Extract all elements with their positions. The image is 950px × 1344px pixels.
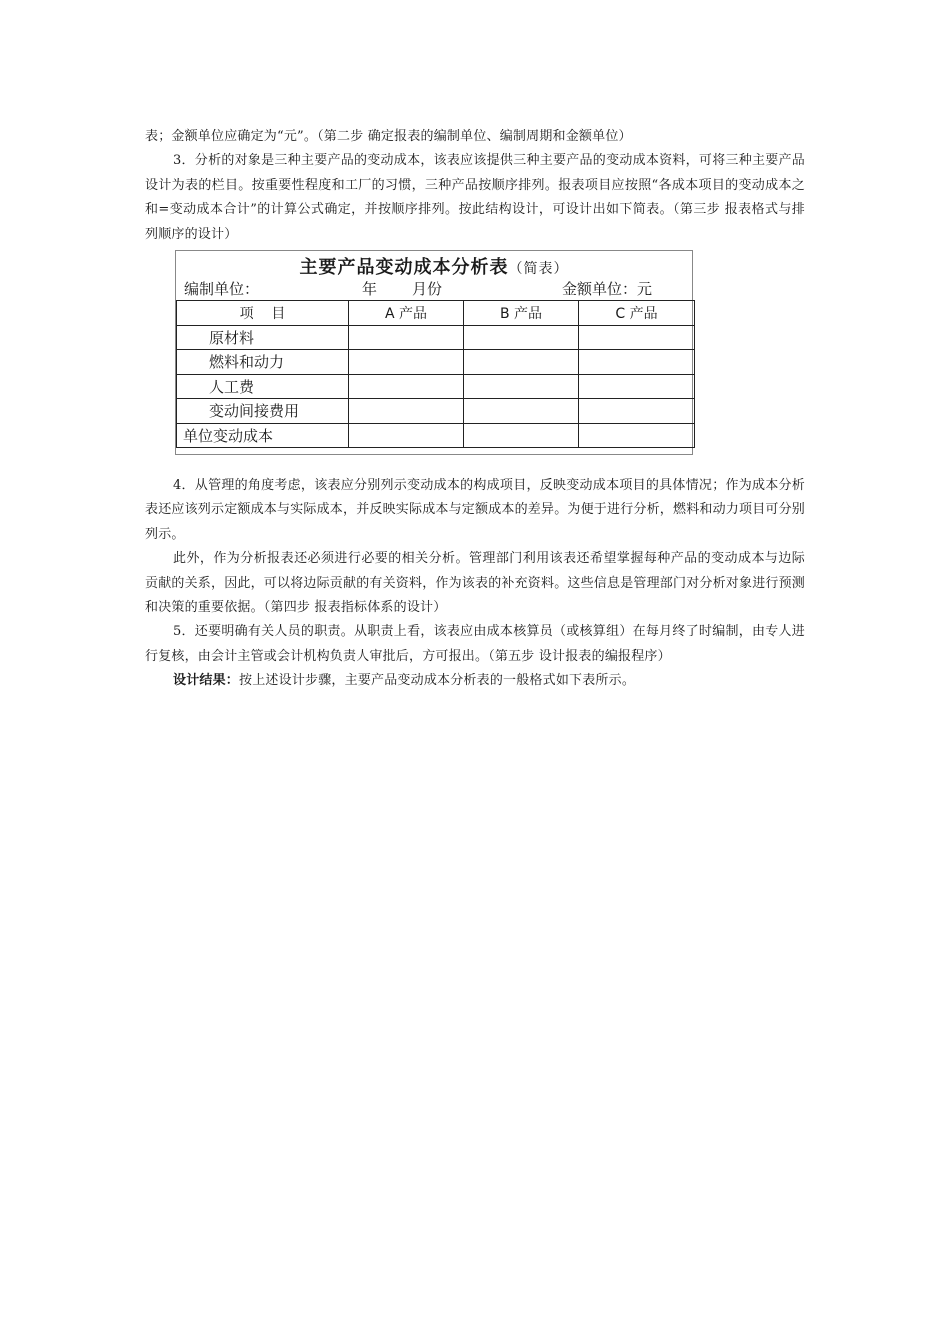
figure-title-sub: （简表） (508, 261, 569, 277)
table-cell (464, 325, 579, 350)
header-product-b: B 产品 (464, 301, 579, 326)
table-cell (349, 423, 464, 448)
paragraph-step5: 5．还要明确有关人员的职责。从职责上看，该表应由成本核算员（或核算组）在每月终了时编制，由专人进行复核，由会计主管或会计机构负责人审批后，方可报出。（第五步 设计报表的编报程序） (145, 624, 805, 664)
paragraph-step3: 3．分析的对象是三种主要产品的变动成本，该表应该提供三种主要产品的变动成本资料，可将三种主要产品设计为表的栏目。按重要性程度和工厂的习惯，三种产品按顺序排列。报表项目应按照“各成本项目的变动成本之和=变动成本合计”的计算公式确定，并按顺序排列。按此结构设计，可设计出如下简表。（第三步 报表格式与排列顺序的设计） (145, 153, 805, 242)
figure-title-main: 主要产品变动成本分析表 (299, 257, 509, 278)
table-cell (579, 423, 695, 448)
paragraph-analysis: 此外，作为分析报表还必须进行必要的相关分析。管理部门利用该表还希望掌握每种产品的变动成本与边际贡献的关系，因此，可以将边际贡献的有关资料，作为该表的补充资料。这些信息是管理部门对分析对象进行预测和决策的重要依据。（第四步 报表指标体系的设计） (145, 551, 806, 616)
header-product-c: C 产品 (579, 301, 695, 326)
header-product-a: A 产品 (349, 301, 464, 326)
amount-unit-label: 金额单位：元 (562, 280, 653, 298)
figure-meta-row (176, 278, 692, 300)
result-text: 按上述设计步骤，主要产品变动成本分析表的一般格式如下表所示。 (239, 673, 636, 689)
table-cell (579, 325, 695, 350)
cost-grid (176, 300, 695, 448)
row-label: 燃料和动力 (177, 350, 349, 375)
table-cell (349, 325, 464, 350)
paragraph-step4: 4．从管理的角度考虑，该表应分别列示变动成本的构成项目，反映变动成本项目的具体情况；作为成本分析表还应该列示定额成本与实际成本，并反映实际成本与定额成本的差异。为便于进行分析，燃料和动力项目可分别列示。 (145, 478, 806, 542)
table-cell (464, 350, 579, 375)
table-cell (349, 350, 464, 375)
month-label: 月份 (412, 280, 443, 298)
table-cell (464, 423, 579, 448)
text-section-top (145, 125, 805, 247)
figure-title (176, 253, 692, 279)
year-label: 年 (362, 280, 378, 298)
table-cell (579, 350, 695, 375)
result-label: 设计结果： (173, 673, 240, 689)
table-cell (464, 374, 579, 399)
table-row (177, 325, 695, 350)
row-label: 单位变动成本 (177, 423, 349, 448)
paragraph-step2: 表；金额单位应确定为“元”。（第二步 确定报表的编制单位、编制周期和金额单位） (145, 129, 632, 144)
header-item: 项 目 (177, 301, 349, 326)
table-row (177, 399, 695, 424)
paragraph-result (145, 669, 805, 693)
table-cell (579, 374, 695, 399)
table-header-row (177, 301, 695, 326)
table-cell (464, 399, 579, 424)
text-section-bottom (145, 474, 805, 694)
table-row (177, 350, 695, 375)
unit-label: 编制单位： (184, 280, 260, 298)
table-row (177, 423, 695, 448)
row-label: 原材料 (177, 325, 349, 350)
table-row (177, 374, 695, 399)
table-cell (579, 399, 695, 424)
row-label: 变动间接费用 (177, 399, 349, 424)
table-cell (349, 374, 464, 399)
row-label: 人工费 (177, 374, 349, 399)
variable-cost-table-figure (175, 250, 693, 455)
table-cell (349, 399, 464, 424)
